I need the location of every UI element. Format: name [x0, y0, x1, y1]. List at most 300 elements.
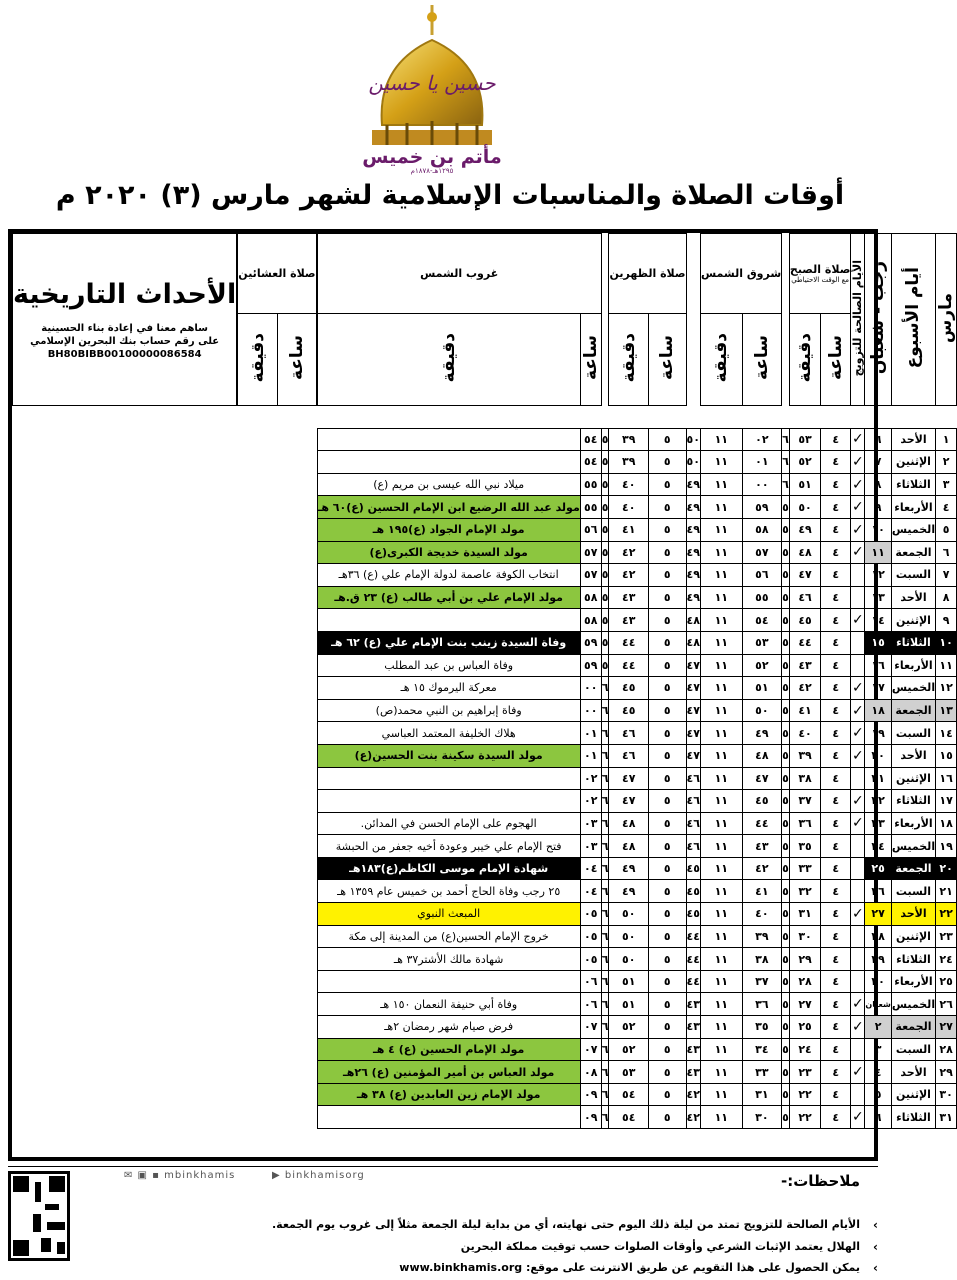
sunset-minute: ٥٢ — [609, 1016, 649, 1039]
sunrise-minute: ٣٧ — [742, 970, 782, 993]
sunset-minute: ٥١ — [609, 970, 649, 993]
sunset-hour: ٥ — [649, 722, 687, 745]
dhuhr-hour: ١١ — [700, 1083, 742, 1106]
hijri-cell: ٥ — [865, 1083, 891, 1106]
table-row — [13, 1106, 957, 1129]
event-cell: خروج الإمام الحسين(ع) من المدينة إلى مكة — [317, 925, 580, 948]
dhuhr-hour: ١١ — [700, 880, 742, 903]
sunset-hour: ٥ — [649, 609, 687, 632]
fajr-minute: ٢٥ — [789, 1016, 820, 1039]
dhuhr-hour: ١١ — [700, 654, 742, 677]
weekday-cell: الجمعة — [891, 857, 935, 880]
sunrise-minute: ٤٣ — [742, 835, 782, 858]
sunrise-hour: ٥ — [782, 722, 790, 745]
weekday-cell: الإثنين — [891, 767, 935, 790]
dhuhr-hour: ١١ — [700, 699, 742, 722]
sunrise-minute: ٣٨ — [742, 948, 782, 971]
fajr-hour: ٤ — [821, 451, 851, 474]
isha-minute: ٠٦ — [580, 993, 601, 1016]
sunset-minute: ٣٩ — [609, 428, 649, 451]
sunset-hour: ٥ — [649, 970, 687, 993]
sunrise-hour: ٥ — [782, 496, 790, 519]
good-day-cell — [851, 993, 865, 1016]
checkmark-icon: ✓ — [851, 702, 864, 719]
sunset-minute: ٤٤ — [609, 654, 649, 677]
isha-hour: ٦ — [601, 835, 609, 858]
hijri-cell: ١٣ — [865, 586, 891, 609]
dhuhr-hour: ١١ — [700, 631, 742, 654]
checkmark-icon: ✓ — [851, 521, 864, 538]
sunset-hour: ٥ — [649, 677, 687, 700]
fajr-hour: ٤ — [821, 1061, 851, 1084]
dhuhr-hour: ١١ — [700, 812, 742, 835]
sunrise-hour: ٦ — [782, 451, 790, 474]
fajr-minute: ٣٦ — [789, 812, 820, 835]
dhuhr-hour: ١١ — [700, 903, 742, 926]
isha-hour: ٦ — [601, 1016, 609, 1039]
event-cell: وفاة أبي حنيفة النعمان ١٥٠ هـ — [317, 993, 580, 1016]
sunset-hour: ٥ — [649, 1061, 687, 1084]
sunrise-hour: ٦ — [782, 428, 790, 451]
weekday-cell: الخميس — [891, 518, 935, 541]
isha-hour: ٦ — [601, 699, 609, 722]
sunrise-minute: ٥٥ — [742, 586, 782, 609]
sunset-hour: ٥ — [649, 586, 687, 609]
sunset-minute: ٤٩ — [609, 880, 649, 903]
good-day-cell — [851, 1016, 865, 1039]
checkmark-icon: ✓ — [851, 815, 864, 832]
event-cell: وفاة إبراهيم بن النبي محمد(ص) — [317, 699, 580, 722]
good-day-cell — [851, 857, 865, 880]
sunset-hour: ٥ — [649, 654, 687, 677]
good-day-cell — [851, 970, 865, 993]
checkmark-icon: ✓ — [851, 905, 864, 922]
isha-hour: ٦ — [601, 1106, 609, 1129]
sunset-minute: ٥٤ — [609, 1083, 649, 1106]
checkmark-icon: ✓ — [851, 453, 864, 470]
hijri-cell: ١١ — [865, 541, 891, 564]
dhuhr-hour: ١١ — [700, 541, 742, 564]
sunrise-hour: ٥ — [782, 654, 790, 677]
isha-hour: ٥ — [601, 451, 609, 474]
dhuhr-hour: ١١ — [700, 564, 742, 587]
sunrise-hour: ٥ — [782, 925, 790, 948]
fajr-hour: ٤ — [821, 903, 851, 926]
weekday-cell: الجمعة — [891, 541, 935, 564]
good-day-cell — [851, 564, 865, 587]
event-cell — [317, 970, 580, 993]
fajr-minute: ٣١ — [789, 903, 820, 926]
dhuhr-hour: ١١ — [700, 609, 742, 632]
dhuhr-minute: ٤٤ — [686, 948, 700, 971]
svg-text:١٢٩٥هـ-١٨٧٨م: ١٢٩٥هـ-١٨٧٨م — [410, 167, 454, 175]
isha-minute: ٥٧ — [580, 564, 601, 587]
isha-minute: ٠٩ — [580, 1106, 601, 1129]
isha-minute: ٠٣ — [580, 835, 601, 858]
weekday-cell: الإثنين — [891, 1083, 935, 1106]
sunrise-minute: ٥٦ — [742, 564, 782, 587]
table-row — [13, 903, 957, 926]
sunrise-minute: ٥١ — [742, 677, 782, 700]
event-cell: مولد السيدة خديجة الكبرى(ع) — [317, 541, 580, 564]
sunset-hour: ٥ — [649, 993, 687, 1016]
isha-hour: ٦ — [601, 970, 609, 993]
event-cell: معركة اليرموك ١٥ هـ — [317, 677, 580, 700]
weekday-cell: الأحد — [891, 586, 935, 609]
dhuhr-hour: ١١ — [700, 586, 742, 609]
good-day-cell — [851, 677, 865, 700]
isha-hour: ٥ — [601, 518, 609, 541]
event-cell: فتح الإمام علي خيبر وعودة أخيه جعفر من الحبشة — [317, 835, 580, 858]
dhuhr-minute: ٤٤ — [686, 970, 700, 993]
isha-minute: ٥٨ — [580, 609, 601, 632]
hijri-cell: ١٦ — [865, 654, 891, 677]
sunrise-minute: ٥٣ — [742, 631, 782, 654]
day-cell: ٤ — [936, 496, 957, 519]
table-row — [13, 880, 957, 903]
weekday-cell: الأربعاء — [891, 654, 935, 677]
day-cell: ٢٨ — [936, 1038, 957, 1061]
isha-hour: ٥ — [601, 496, 609, 519]
good-day-cell — [851, 496, 865, 519]
weekday-cell: الثلاثاء — [891, 1106, 935, 1129]
sunrise-hour: ٥ — [782, 880, 790, 903]
event-cell — [317, 609, 580, 632]
hijri-cell: ٣ — [865, 1038, 891, 1061]
good-day-cell — [851, 518, 865, 541]
sunset-hour: ٥ — [649, 473, 687, 496]
sunrise-hour: ٥ — [782, 518, 790, 541]
sunset-minute: ٥٠ — [609, 925, 649, 948]
event-cell: الهجوم على الإمام الحسن في المدائن. — [317, 812, 580, 835]
good-day-cell — [851, 541, 865, 564]
dhuhr-minute: ٤٧ — [686, 744, 700, 767]
col-sunrise-header: شروق الشمس — [700, 234, 781, 314]
good-day-cell — [851, 586, 865, 609]
checkmark-icon: ✓ — [851, 544, 864, 561]
col-weekday-header: أيام الأسبوع — [891, 234, 935, 406]
sunset-hour: ٥ — [649, 948, 687, 971]
table-row — [13, 473, 957, 496]
good-day-cell — [851, 1106, 865, 1129]
table-row — [13, 744, 957, 767]
isha-hour: ٥ — [601, 473, 609, 496]
good-day-cell — [851, 699, 865, 722]
fajr-minute: ٣٣ — [789, 857, 820, 880]
sunrise-minute: ٣٣ — [742, 1061, 782, 1084]
fajr-minute: ٢٩ — [789, 948, 820, 971]
sunrise-minute: ٥٤ — [742, 609, 782, 632]
sunrise-minute: ٠٠ — [742, 473, 782, 496]
sunrise-hour: ٥ — [782, 699, 790, 722]
sunset-hour: ٥ — [649, 835, 687, 858]
weekday-cell: الأربعاء — [891, 812, 935, 835]
sunset-hour: ٥ — [649, 903, 687, 926]
hijri-cell: ٢٨ — [865, 925, 891, 948]
hijri-cell: ٢ — [865, 1016, 891, 1039]
sunset-minute: ٥٣ — [609, 1061, 649, 1084]
event-cell: ٢٥ رجب وفاة الحاج أحمد بن خميس عام ١٣٥٩ هـ — [317, 880, 580, 903]
isha-minute: ٠٠ — [580, 699, 601, 722]
dhuhr-hour: ١١ — [700, 993, 742, 1016]
good-day-cell — [851, 609, 865, 632]
good-day-cell — [851, 925, 865, 948]
day-cell: ٢٣ — [936, 925, 957, 948]
day-cell: ٣ — [936, 473, 957, 496]
fajr-hour: ٤ — [821, 1016, 851, 1039]
hijri-cell: ١٧ — [865, 677, 891, 700]
dhuhr-minute: ٤٨ — [686, 609, 700, 632]
sunrise-hour: ٥ — [782, 948, 790, 971]
fajr-minute: ٤٢ — [789, 677, 820, 700]
sunrise-hour: ٥ — [782, 564, 790, 587]
checkmark-icon: ✓ — [851, 996, 864, 1013]
event-cell: انتخاب الكوفة عاصمة لدولة الإمام علي (ع) ٣٦هـ — [317, 564, 580, 587]
good-day-cell — [851, 1061, 865, 1084]
dhuhr-hour: ١١ — [700, 473, 742, 496]
hijri-cell: ١٩ — [865, 722, 891, 745]
social-handle-1: ✉ ▣ ▪ mbinkhamis — [124, 1170, 236, 1181]
sunset-minute: ٥٠ — [609, 948, 649, 971]
fajr-minute: ٣٥ — [789, 835, 820, 858]
sunset-hour: ٥ — [649, 812, 687, 835]
dhuhr-hour: ١١ — [700, 518, 742, 541]
fajr-minute: ٢٢ — [789, 1083, 820, 1106]
sunset-minute: ٤٦ — [609, 744, 649, 767]
day-cell: ١٧ — [936, 790, 957, 813]
dhuhr-minute: ٤٥ — [686, 857, 700, 880]
sunrise-hour: ٦ — [782, 473, 790, 496]
good-day-cell — [851, 451, 865, 474]
sunrise-hour: ٥ — [782, 790, 790, 813]
sunset-minute: ٤٣ — [609, 586, 649, 609]
col-fajr-header: صلاة الصبح مع الوقت الاحتياطي — [789, 234, 850, 314]
dhuhr-hour: ١١ — [700, 1061, 742, 1084]
event-cell: المبعث النبوي — [317, 903, 580, 926]
isha-hour: ٥ — [601, 428, 609, 451]
sunrise-hour: ٥ — [782, 835, 790, 858]
fajr-hour: ٤ — [821, 1106, 851, 1129]
sunrise-minute: ٣٦ — [742, 993, 782, 1016]
sunrise-minute: ٤١ — [742, 880, 782, 903]
good-day-cell — [851, 473, 865, 496]
hijri-cell: شعبان — [865, 993, 891, 1016]
weekday-cell: الثلاثاء — [891, 473, 935, 496]
table-row — [13, 1038, 957, 1061]
dhuhr-minute: ٤٧ — [686, 699, 700, 722]
dhuhr-hour: ١١ — [700, 496, 742, 519]
sunset-minute: ٥١ — [609, 993, 649, 1016]
fajr-minute: ٣٨ — [789, 767, 820, 790]
dhuhr-minute: ٥٠ — [686, 428, 700, 451]
weekday-cell: الخميس — [891, 993, 935, 1016]
fajr-hour: ٤ — [821, 993, 851, 1016]
fajr-minute: ٤٩ — [789, 518, 820, 541]
dhuhr-hour: ١١ — [700, 790, 742, 813]
hijri-cell: ٩ — [865, 496, 891, 519]
table-row — [13, 948, 957, 971]
hijri-cell: ٣٠ — [865, 970, 891, 993]
note-2: الهلال يعتمد الإثبات الشرعي وأوقات الصلوات حسب توقيت مملكة البحرين › — [461, 1240, 860, 1253]
isha-minute: ٠٥ — [580, 925, 601, 948]
dhuhr-minute: ٤٩ — [686, 541, 700, 564]
col-dhuhr-header: صلاة الظهرين — [609, 234, 686, 314]
isha-hour: ٦ — [601, 903, 609, 926]
fajr-hour: ٤ — [821, 496, 851, 519]
event-cell: مولد الإمام زين العابدين (ع) ٣٨ هـ — [317, 1083, 580, 1106]
checkmark-icon: ✓ — [851, 612, 864, 629]
checkmark-icon: ✓ — [851, 1018, 864, 1035]
weekday-cell: الخميس — [891, 677, 935, 700]
isha-minute: ٥٥ — [580, 496, 601, 519]
isha-minute: ٠١ — [580, 722, 601, 745]
sunrise-hour: ٥ — [782, 903, 790, 926]
table-row — [13, 1016, 957, 1039]
fajr-hour: ٤ — [821, 744, 851, 767]
isha-minute: ٠٧ — [580, 1016, 601, 1039]
day-cell: ١٨ — [936, 812, 957, 835]
isha-minute: ٥٦ — [580, 518, 601, 541]
isha-hour: ٦ — [601, 993, 609, 1016]
day-cell: ٣٠ — [936, 1083, 957, 1106]
event-cell: مولد عبد الله الرضيع ابن الإمام الحسين (ع)٦٠ هـ — [317, 496, 580, 519]
isha-hour: ٦ — [601, 790, 609, 813]
fajr-minute: ٢٤ — [789, 1038, 820, 1061]
fajr-minute: ٥٣ — [789, 428, 820, 451]
col-sunset-header: غروب الشمس — [317, 234, 601, 314]
fajr-minute: ٤٧ — [789, 564, 820, 587]
dhuhr-minute: ٤٥ — [686, 880, 700, 903]
weekday-cell: الجمعة — [891, 699, 935, 722]
fajr-minute: ٤٥ — [789, 609, 820, 632]
table-row — [13, 451, 957, 474]
sunrise-hour: ٥ — [782, 631, 790, 654]
weekday-cell: الأربعاء — [891, 970, 935, 993]
dhuhr-hour: ١١ — [700, 970, 742, 993]
event-cell — [317, 1106, 580, 1129]
footer — [0, 1166, 900, 1280]
isha-minute: ٠٣ — [580, 812, 601, 835]
sunset-hour: ٥ — [649, 631, 687, 654]
hijri-cell: ٦ — [865, 1106, 891, 1129]
sunset-hour: ٥ — [649, 518, 687, 541]
sunrise-minute: ٣٠ — [742, 1106, 782, 1129]
dhuhr-minute: ٤٩ — [686, 586, 700, 609]
checkmark-icon: ✓ — [851, 747, 864, 764]
isha-minute: ٠٤ — [580, 880, 601, 903]
dhuhr-minute: ٤٧ — [686, 677, 700, 700]
checkmark-icon: ✓ — [851, 679, 864, 696]
isha-hour: ٥ — [601, 631, 609, 654]
dhuhr-hour: ١١ — [700, 1016, 742, 1039]
fajr-minute: ٤٦ — [789, 586, 820, 609]
sunrise-hour: ٥ — [782, 1038, 790, 1061]
weekday-cell: الأحد — [891, 428, 935, 451]
table-row — [13, 835, 957, 858]
hijri-cell: ٧ — [865, 451, 891, 474]
dhuhr-minute: ٤٦ — [686, 790, 700, 813]
dhuhr-hour: ١١ — [700, 948, 742, 971]
weekday-cell: الثلاثاء — [891, 790, 935, 813]
fajr-hour: ٤ — [821, 473, 851, 496]
checkmark-icon: ✓ — [851, 792, 864, 809]
isha-minute: ٥٩ — [580, 631, 601, 654]
sunrise-hour: ٥ — [782, 1016, 790, 1039]
dhuhr-hour: ١١ — [700, 857, 742, 880]
sunset-hour: ٥ — [649, 564, 687, 587]
fajr-hour: ٤ — [821, 880, 851, 903]
day-cell: ٢ — [936, 451, 957, 474]
day-cell: ٢١ — [936, 880, 957, 903]
dhuhr-minute: ٤٣ — [686, 1061, 700, 1084]
fajr-minute: ٢٣ — [789, 1061, 820, 1084]
hijri-cell: ٢٠ — [865, 744, 891, 767]
sunrise-minute: ٥٢ — [742, 654, 782, 677]
hijri-cell: ٤ — [865, 1061, 891, 1084]
sunrise-minute: ٣١ — [742, 1083, 782, 1106]
sunrise-hour: ٥ — [782, 744, 790, 767]
weekday-cell: الأحد — [891, 903, 935, 926]
logo-name: مأتم بن خميس — [362, 146, 502, 168]
fajr-minute: ٢٧ — [789, 993, 820, 1016]
sunrise-minute: ٣٩ — [742, 925, 782, 948]
checkmark-icon: ✓ — [851, 431, 864, 448]
dhuhr-hour: ١١ — [700, 722, 742, 745]
sunset-minute: ٤٠ — [609, 496, 649, 519]
good-day-cell — [851, 812, 865, 835]
fajr-minute: ٥٢ — [789, 451, 820, 474]
table-row — [13, 586, 957, 609]
day-cell: ١٣ — [936, 699, 957, 722]
fajr-minute: ٤٠ — [789, 722, 820, 745]
calendar-table: مارس أيام الأسبوع رجب - شعبان الأيام الصالحة للتزويج صلاة الصبح مع الوقت الاحتياطي شروق الشمس صلاة الظهرين غروب الشمس صلاة العشائين الأحداث التاريخية ساهم معنا في إعادة بناء الحسينية على رقم حساب بنك البحرين الإسلامي BH80BIBB00100000086584 ساعة دقيقة ساعة دقيقة ساعة دقيقة ساعة دقيقة ساعة دقيقة ١ الأحد ٦ ✓ ٤ ٥٣ ٦ ٠٢ ١١ ٥٠ ٥ ٣٩ ٥ ٥٤ ٢ الإثنين ٧ ✓ ٤ ٥٢ ٦ ٠١ ١١ ٥٠ ٥ ٣٩ ٥ ٥٤ ٣ الثلاثاء ٨ ✓ ٤ ٥١ ٦ ٠٠ ١١ ٤٩ ٥ ٤٠ ٥ ٥٥ ميلاد نبي الله عيسى بن مريم (ع) ٤ الأربعاء ٩ ✓ ٤ ٥٠ ٥ ٥٩ ١١ ٤٩ ٥ ٤٠ ٥ ٥٥ مولد عبد الله الرضيع ابن الإمام الحسين (ع)٦٠ هـ ٥ الخميس ١٠ ✓ ٤ ٤٩ ٥ ٥٨ ١١ ٤٩ ٥ ٤١ ٥ ٥٦ مولد الإمام الجواد (ع)١٩٥ هـ ٦ الجمعة ١١ ✓ ٤ ٤٨ ٥ ٥٧ ١١ ٤٩ ٥ ٤٢ ٥ ٥٧ مولد السيدة خديجة الكبرى(ع) ٧ السبت ١٢ ٤ ٤٧ ٥ ٥٦ ١١ ٤٩ ٥ ٤٢ ٥ ٥٧ انتخاب الكوفة عاصمة لدولة الإمام علي (ع) ٣٦هـ ٨ الأحد ١٣ ٤ ٤٦ ٥ ٥٥ ١١ ٤٩ ٥ ٤٣ ٥ ٥٨ مولد الإمام علي بن أبي طالب (ع) ٢٣ ق.هـ ٩ الإثنين ١٤ ✓ ٤ ٤٥ ٥ ٥٤ ١١ ٤٨ ٥ ٤٣ ٥ ٥٨ ١٠ الثلاثاء ١٥ ٤ ٤٤ ٥ ٥٣ ١١ ٤٨ ٥ ٤٤ ٥ ٥٩ وفاة السيدة زينب بنت الإمام علي (ع) ٦٢ هـ ١١ الأربعاء ١٦ ٤ ٤٣ ٥ ٥٢ ١١ ٤٧ ٥ ٤٤ ٥ ٥٩ وفاة العباس بن عبد المطلب ١٢ الخميس ١٧ ✓ ٤ ٤٢ ٥ ٥١ ١١ ٤٧ ٥ ٤٥ ٦ ٠٠ معركة اليرموك ١٥ هـ ١٣ الجمعة ١٨ ✓ ٤ ٤١ ٥ ٥٠ ١١ ٤٧ ٥ ٤٥ ٦ ٠٠ وفاة إبراهيم بن النبي محمد(ص) ١٤ السبت ١٩ ✓ ٤ ٤٠ ٥ ٤٩ ١١ ٤٧ ٥ ٤٦ ٦ ٠١ هلاك الخليفة المعتمد العباسي ١٥ الأحد ٢٠ ✓ ٤ ٣٩ ٥ ٤٨ ١١ ٤٧ ٥ ٤٦ ٦ ٠١ مولد السيدة سكينة بنت الحسين(ع) ١٦ الإثنين ٢١ ٤ ٣٨ ٥ ٤٧ ١١ ٤٦ ٥ ٤٧ ٦ ٠٢ ١٧ الثلاثاء ٢٢ ✓ ٤ ٣٧ ٥ ٤٥ ١١ ٤٦ ٥ ٤٧ ٦ ٠٢ ١٨ الأربعاء ٢٣ ✓ ٤ ٣٦ ٥ ٤٤ ١١ ٤٦ ٥ ٤٨ ٦ ٠٣ الهجوم على الإمام الحسن في المدائن. ١٩ الخميس ٢٤ ٤ ٣٥ ٥ ٤٣ ١١ ٤٦ ٥ ٤٨ ٦ ٠٣ فتح الإمام علي خيبر وعودة أخيه جعفر من الحبشة ٢٠ الجمعة ٢٥ ٤ ٣٣ ٥ ٤٢ ١١ ٤٥ ٥ ٤٩ ٦ ٠٤ شهادة الإمام موسى الكاظم(ع)١٨٣هـ ٢١ السبت ٢٦ ٤ ٣٢ ٥ ٤١ ١١ ٤٥ ٥ ٤٩ ٦ ٠٤ ٢٥ رجب وفاة الحاج أحمد بن خميس عام ١٣٥٩ هـ ٢٢ الأحد ٢٧ ✓ ٤ ٣١ ٥ ٤٠ ١١ ٤٥ ٥ ٥٠ ٦ ٠٥ المبعث النبوي ٢٣ الإثنين ٢٨ ٤ ٣٠ ٥ ٣٩ ١١ ٤٤ ٥ ٥٠ ٦ ٠٥ خروج الإمام الحسين(ع) من المدينة إلى مكة ٢٤ الثلاثاء ٢٩ ٤ ٢٩ ٥ ٣٨ ١١ ٤٤ ٥ ٥٠ ٦ ٠٥ شهادة مالك الأشتر٣٧ هـ ٢٥ الأربعاء ٣٠ ٤ ٢٨ ٥ ٣٧ ١١ ٤٤ ٥ ٥١ ٦ ٠٦ ٢٦ الخميس شعبان ✓ ٤ ٢٧ ٥ ٣٦ ١١ ٤٣ ٥ ٥١ ٦ ٠٦ وفاة أبي حنيفة النعمان ١٥٠ هـ ٢٧ الجمعة ٢ ✓ ٤ ٢٥ ٥ ٣٥ ١١ ٤٣ ٥ ٥٢ ٦ ٠٧ فرض صيام شهر رمضان ٢هـ ٢٨ السبت ٣ ٤ ٢٤ ٥ ٣٤ ١١ ٤٣ ٥ ٥٢ ٦ ٠٧ مولد الإمام الحسين (ع) ٤ هـ ٢٩ الأحد ٤ ✓ ٤ ٢٣ ٥ ٣٣ ١١ ٤٣ ٥ ٥٣ ٦ ٠٨ مولد العباس بن أمير المؤمنين (ع) ٢٦هـ ٣٠ الإثنين ٥ ٤ ٢٢ ٥ ٣١ ١١ ٤٢ ٥ ٥٤ ٦ ٠٩ مولد الإمام زين العابدين (ع) ٣٨ هـ ٣١ الثلاثاء ٦ ✓ ٤ ٢٢ ٥ ٣٠ ١١ ٤٢ ٥ ٥٤ ٦ ٠٩ — [8, 229, 878, 1161]
sunset-minute: ٣٩ — [609, 451, 649, 474]
table-row — [13, 496, 957, 519]
checkmark-icon: ✓ — [851, 499, 864, 516]
sunrise-hour: ٥ — [782, 609, 790, 632]
isha-hour: ٥ — [601, 609, 609, 632]
good-day-cell — [851, 835, 865, 858]
weekday-cell: السبت — [891, 722, 935, 745]
dhuhr-minute: ٤٢ — [686, 1106, 700, 1129]
day-cell: ٢٠ — [936, 857, 957, 880]
isha-hour: ٥ — [601, 586, 609, 609]
isha-minute: ٥٧ — [580, 541, 601, 564]
sunset-hour: ٥ — [649, 699, 687, 722]
fajr-hour: ٤ — [821, 586, 851, 609]
sunrise-minute: ٤٢ — [742, 857, 782, 880]
sunset-hour: ٥ — [649, 744, 687, 767]
dhuhr-minute: ٤٩ — [686, 496, 700, 519]
good-day-cell — [851, 1038, 865, 1061]
social-handle-2: ▶ binkhamisorg — [272, 1170, 365, 1181]
sunrise-hour: ٥ — [782, 812, 790, 835]
sunset-minute: ٤٥ — [609, 677, 649, 700]
isha-hour: ٦ — [601, 1038, 609, 1061]
event-cell — [317, 451, 580, 474]
event-cell: مولد الإمام علي بن أبي طالب (ع) ٢٣ ق.هـ — [317, 586, 580, 609]
events-header: الأحداث التاريخية ساهم معنا في إعادة بناء الحسينية على رقم حساب بنك البحرين الإسلامي BH80BIBB00100000086584 — [13, 234, 237, 406]
hijri-cell: ١٨ — [865, 699, 891, 722]
good-day-cell — [851, 654, 865, 677]
col-isha-header: صلاة العشائين — [238, 234, 316, 314]
sunset-hour: ٥ — [649, 1038, 687, 1061]
dhuhr-hour: ١١ — [700, 451, 742, 474]
sunrise-hour: ٥ — [782, 993, 790, 1016]
dhuhr-minute: ٤٩ — [686, 518, 700, 541]
fajr-hour: ٤ — [821, 767, 851, 790]
notes-title: ملاحظات:- — [780, 1172, 860, 1190]
